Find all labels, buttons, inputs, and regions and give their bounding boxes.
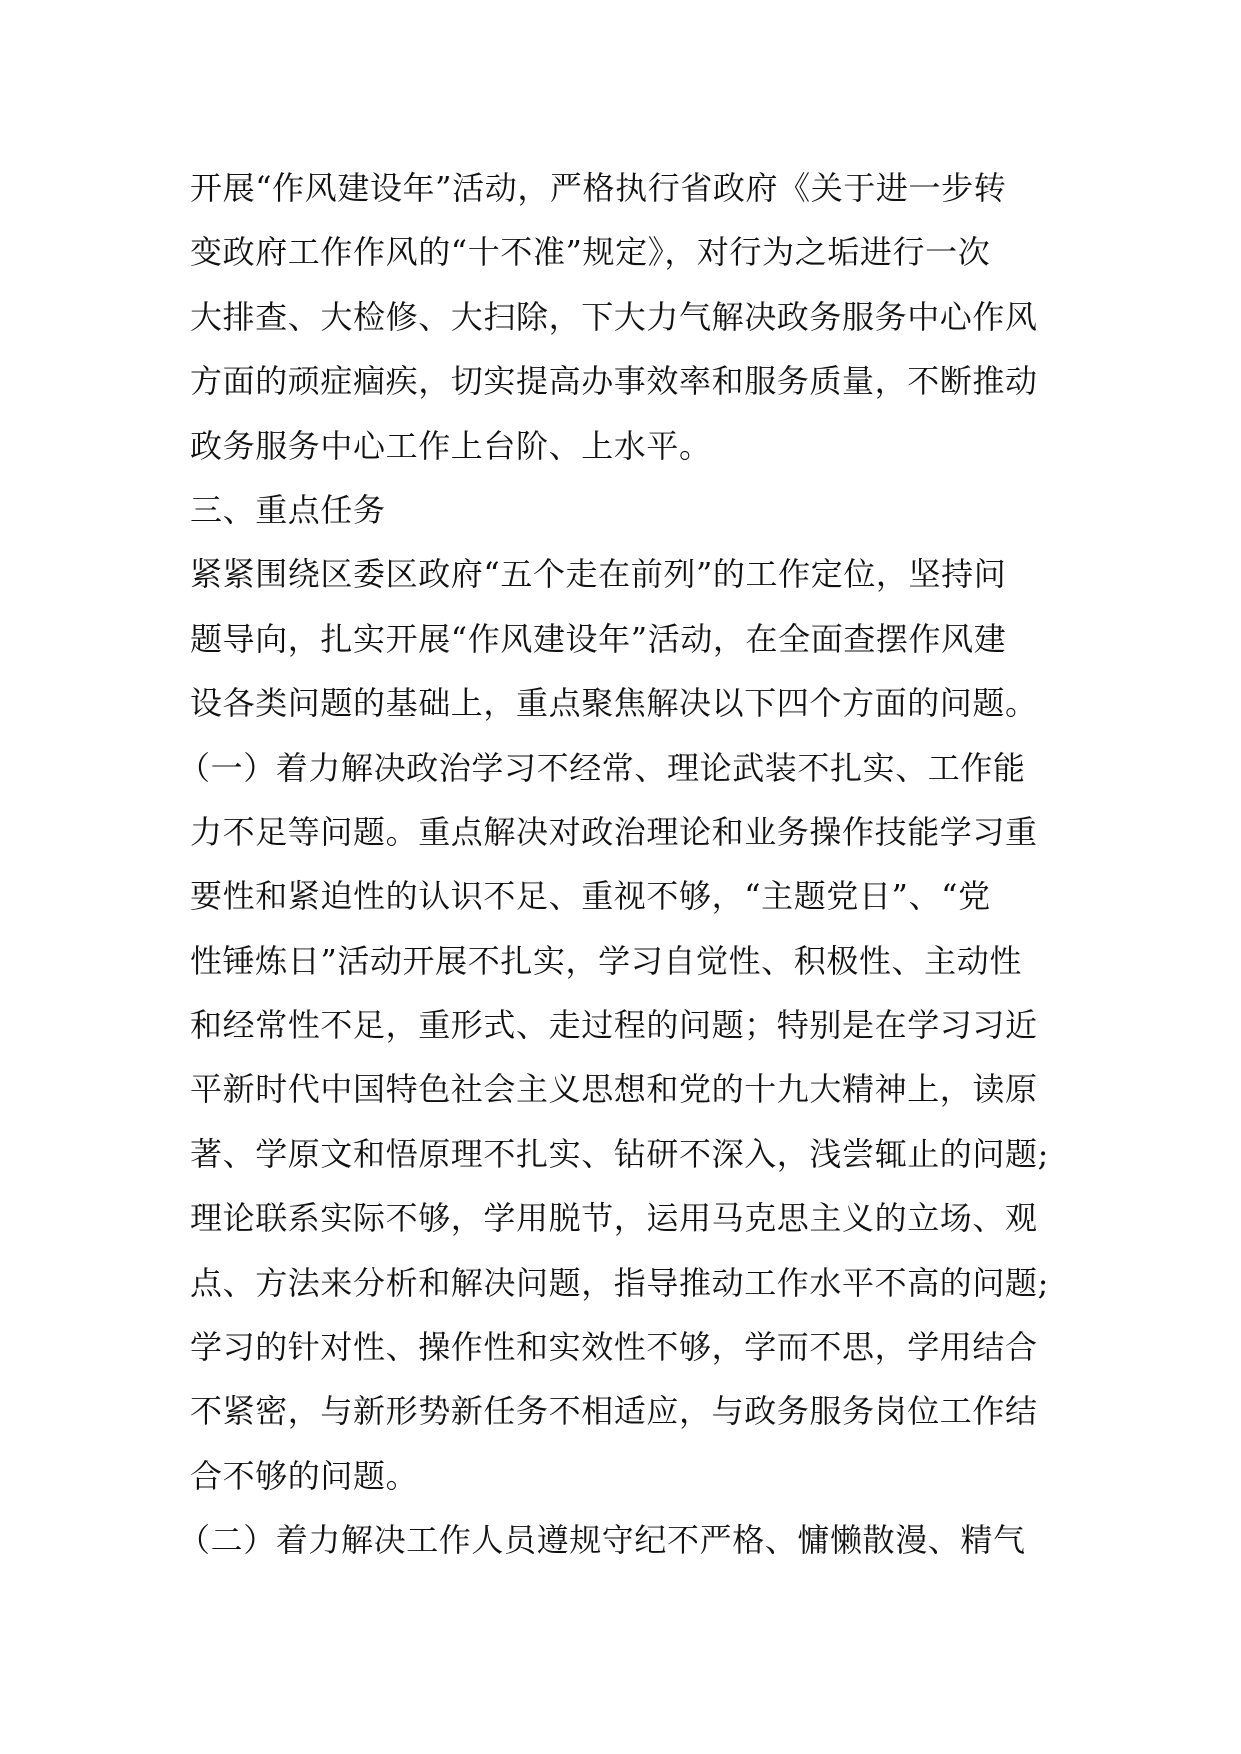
text-line: 要性和紧迫性的认识不足、重视不够，“主题党日”、“党 xyxy=(190,877,991,916)
text-line: 点、方法来分析和解决问题，指导推动工作水平不高的问题; xyxy=(190,1263,1049,1302)
text-line: 题导向，扎实开展“作风建设年”活动，在全面查摆作风建 xyxy=(190,619,1007,658)
text-line: 大排查、大检修、大扫除，下大力气解决政务服务中心作风 xyxy=(190,297,1038,336)
text-line: 紧紧围绕区委区政府“五个走在前列”的工作定位，坚持问 xyxy=(190,555,1007,594)
text-line: 方面的顽症痼疾，切实提高办事效率和服务质量，不断推动 xyxy=(190,362,1038,401)
text-line: 性锤炼日”活动开展不扎实，学习自觉性、积极性、主动性 xyxy=(190,941,1022,980)
text-line: 合不够的问题。 xyxy=(190,1456,419,1495)
subsection-heading-2: （二）着力解决工作人员遵规守纪不严格、慵懒散漫、精气 xyxy=(178,1521,1026,1560)
text-line: 和经常性不足，重形式、走过程的问题；特别是在学习习近 xyxy=(190,1006,1038,1045)
text-line: 理论联系实际不够，学用脱节，运用马克思主义的立场、观 xyxy=(190,1199,1038,1238)
document-page xyxy=(178,156,1070,1573)
text-line: 力不足等问题。重点解决对政治理论和业务操作技能学习重 xyxy=(190,812,1038,851)
text-line: 著、学原文和悟原理不扎实、钻研不深入，浅尝辄止的问题; xyxy=(190,1134,1049,1173)
section-heading: 三、重点任务 xyxy=(190,490,386,529)
text-line: 政务服务中心工作上台阶、上水平。 xyxy=(190,426,712,465)
text-line: 学习的针对性、操作性和实效性不够，学而不思，学用结合 xyxy=(190,1328,1038,1367)
text-line: 开展“作风建设年”活动，严格执行省政府《关于进一步转 xyxy=(190,169,1007,207)
text-line: 设各类问题的基础上，重点聚焦解决以下四个方面的问题。 xyxy=(190,684,1038,723)
text-line: 变政府工作作风的“十不准”规定》，对行为之垢进行一次 xyxy=(190,233,991,272)
text-line: 不紧密，与新形势新任务不相适应，与政务服务岗位工作结 xyxy=(190,1392,1038,1431)
text-line: 平新时代中国特色社会主义思想和党的十九大精神上，读原 xyxy=(190,1070,1038,1109)
subsection-heading-1: （一）着力解决政治学习不经常、理论武装不扎实、工作能 xyxy=(178,748,1026,787)
